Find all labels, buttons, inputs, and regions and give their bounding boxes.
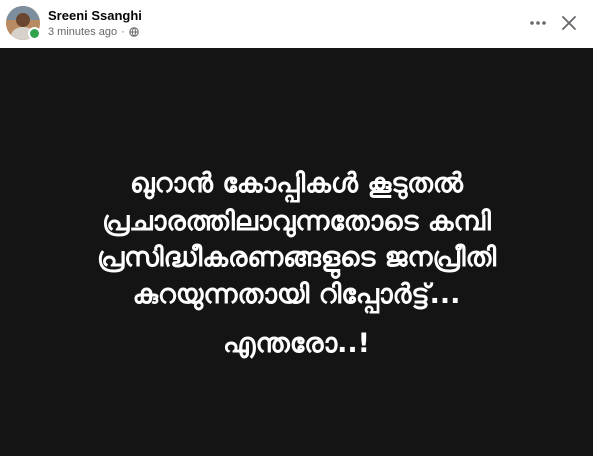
more-horizontal-icon: [529, 20, 547, 26]
post-text-line-5: എന്തരോ..!: [223, 328, 370, 359]
post-text-line-4: കുറയുന്നതായി റിപ്പോർട്ട്...: [132, 279, 461, 310]
author-name[interactable]: Sreeni Ssanghi: [48, 8, 142, 23]
post-header: [0, 0, 593, 48]
meta-separator: ·: [121, 26, 125, 38]
avatar-wrapper[interactable]: [6, 6, 40, 40]
post-text-line-2: പ്രചാരത്തിലാവുന്നതോടെ കമ്പി: [102, 206, 491, 237]
more-options-button[interactable]: [523, 8, 553, 38]
post-image[interactable]: [0, 48, 593, 456]
globe-icon[interactable]: [129, 27, 139, 37]
post-timestamp[interactable]: 3 minutes ago: [48, 26, 118, 38]
post-text-line-1: ഖുറാൻ കോപ്പികൾ കൂടുതൽ: [129, 168, 464, 199]
close-button[interactable]: [554, 8, 584, 38]
online-status-dot: [28, 27, 41, 40]
post-meta: [48, 26, 139, 38]
close-icon: [562, 16, 576, 30]
post-text-line-3: പ്രസിദ്ധീകരണങ്ങളുടെ ജനപ്രീതി: [96, 242, 497, 273]
